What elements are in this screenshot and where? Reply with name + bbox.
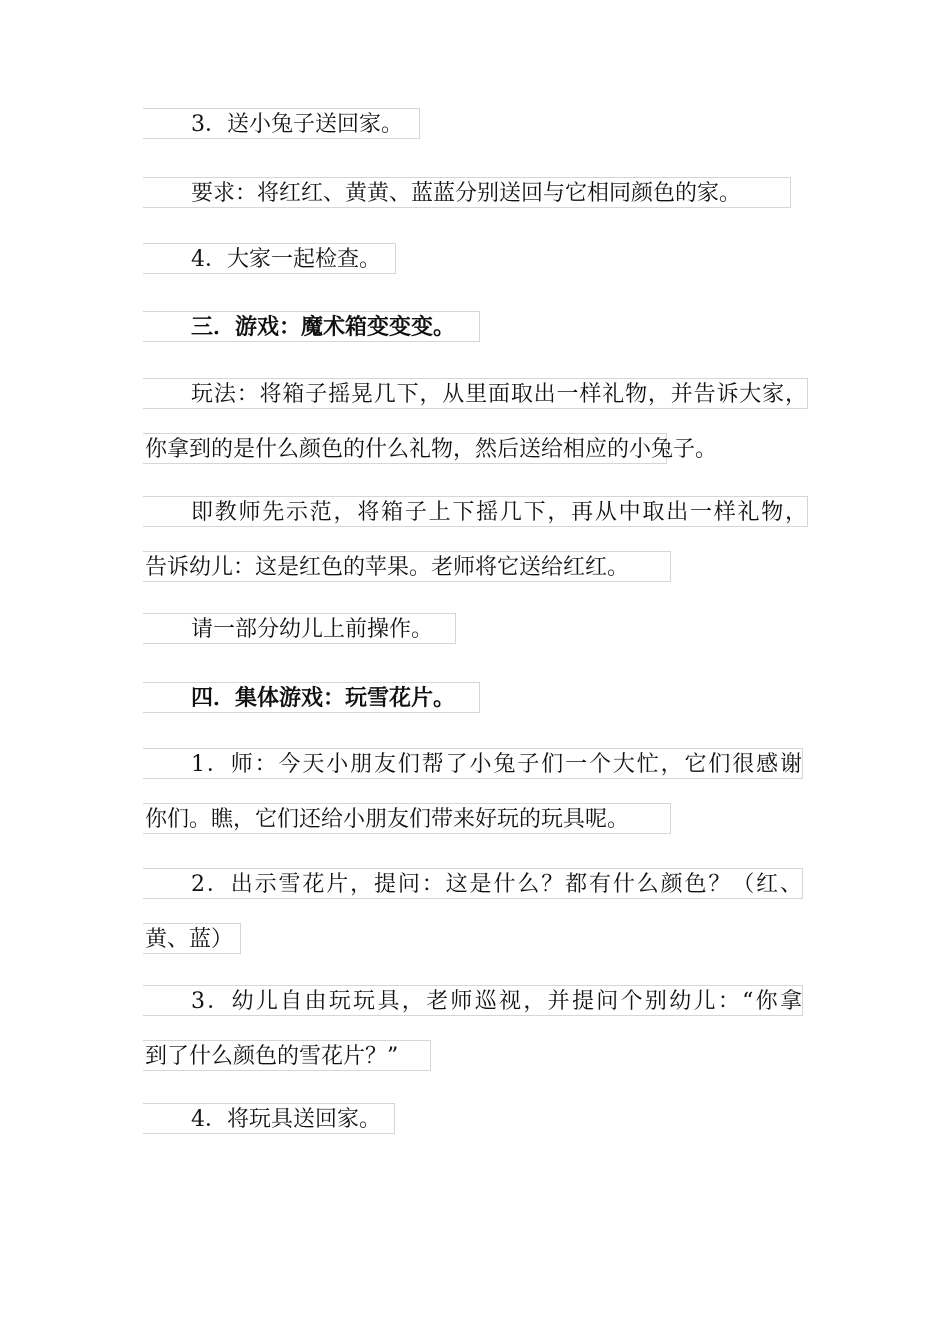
paragraph-step-4 (143, 243, 396, 301)
text-line: 即教师先示范，将箱子上下摇几下，再从中取出一样礼物， (143, 496, 808, 527)
paragraph-step-1 (143, 748, 803, 861)
text-line: 玩法：将箱子摇晃几下，从里面取出一样礼物，并告诉大家， (143, 378, 808, 409)
text-line: 4．将玩具送回家。 (143, 1103, 395, 1134)
paragraph-teacher-demo (143, 496, 808, 609)
heading-line: 四．集体游戏：玩雪花片。 (143, 682, 480, 713)
paragraph-step-3 (143, 108, 420, 166)
paragraph-step-4-return (143, 1103, 395, 1161)
text-line: 3．送小兔子送回家。 (143, 108, 420, 139)
paragraph-step-2 (143, 868, 803, 981)
text-line: 3．幼儿自由玩玩具，老师巡视，并提问个别幼儿：“你拿 (143, 985, 803, 1016)
paragraph-gameplay (143, 378, 808, 491)
text-line: 1．师：今天小朋友们帮了小兔子们一个大忙，它们很感谢 (143, 748, 803, 779)
text-line: 黄、蓝） (143, 923, 241, 954)
heading-line: 三．游戏：魔术箱变变变。 (143, 311, 480, 342)
text-line: 你们。瞧，它们还给小朋友们带来好玩的玩具呢。 (143, 803, 671, 834)
text-line: 4．大家一起检查。 (143, 243, 396, 274)
paragraph-children-operate (143, 613, 456, 671)
text-line: 要求：将红红、黄黄、蓝蓝分别送回与它相同颜色的家。 (143, 177, 791, 208)
text-line: 告诉幼儿：这是红色的苹果。老师将它送给红红。 (143, 551, 671, 582)
text-line: 你拿到的是什么颜色的什么礼物，然后送给相应的小兔子。 (143, 433, 667, 464)
text-line: 到了什么颜色的雪花片？” (143, 1040, 431, 1071)
section-heading-magic-box (143, 311, 480, 369)
text-line: 请一部分幼儿上前操作。 (143, 613, 456, 644)
paragraph-requirement (143, 177, 791, 235)
paragraph-step-3-play (143, 985, 803, 1098)
text-line: 2．出示雪花片，提问：这是什么？都有什么颜色？（红、 (143, 868, 803, 899)
section-heading-snowflake (143, 682, 480, 740)
